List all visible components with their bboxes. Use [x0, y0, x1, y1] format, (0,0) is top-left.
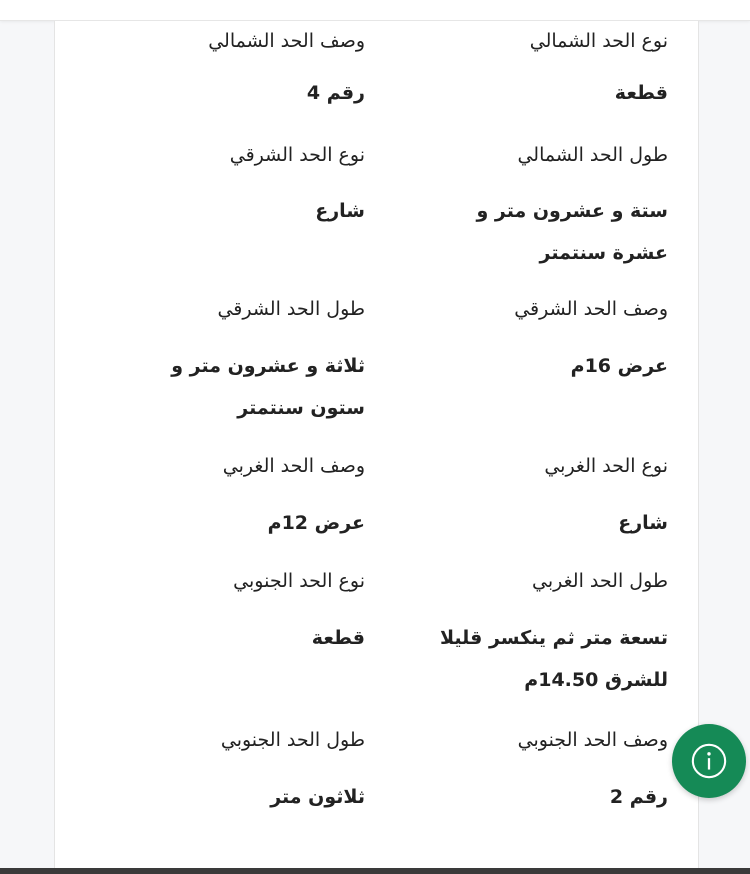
info-icon	[690, 742, 728, 780]
south-type-value: قطعة	[311, 627, 365, 649]
east-desc-label: وصف الحد الشرقي	[514, 298, 668, 320]
top-bar	[0, 0, 750, 21]
east-length-label: طول الحد الشرقي	[217, 298, 365, 320]
east-type-label: نوع الحد الشرقي	[229, 144, 365, 166]
info-button[interactable]	[672, 724, 746, 798]
west-desc-value: عرض 12م	[267, 512, 365, 534]
north-type-value: قطعة	[614, 82, 668, 104]
east-length-value: ثلاثة و عشرون متر و ستون سنتمتر	[171, 355, 365, 419]
west-type-label: نوع الحد الغربي	[544, 455, 668, 477]
north-type-label: نوع الحد الشمالي	[529, 30, 668, 52]
north-desc-label: وصف الحد الشمالي	[208, 30, 365, 52]
bottom-bar	[0, 868, 750, 874]
north-desc-value: رقم 4	[306, 82, 365, 104]
south-length-label: طول الحد الجنوبي	[220, 729, 365, 751]
west-type-value: شارع	[618, 512, 668, 534]
east-type-value: شارع	[315, 200, 365, 222]
west-length-label: طول الحد الغربي	[532, 570, 668, 592]
south-desc-label: وصف الحد الجنوبي	[517, 729, 668, 751]
east-desc-value: عرض 16م	[570, 355, 668, 377]
south-length-value: ثلاثون متر	[270, 786, 365, 808]
west-length-value: تسعة متر ثم ينكسر قليلا للشرق 14.50م	[439, 627, 668, 691]
north-length-value: ستة و عشرون متر و عشرة سنتمتر	[476, 200, 668, 264]
south-type-label: نوع الحد الجنوبي	[233, 570, 365, 592]
north-length-label: طول الحد الشمالي	[517, 144, 668, 166]
south-desc-value: رقم 2	[609, 786, 668, 808]
west-desc-label: وصف الحد الغربي	[222, 455, 365, 477]
